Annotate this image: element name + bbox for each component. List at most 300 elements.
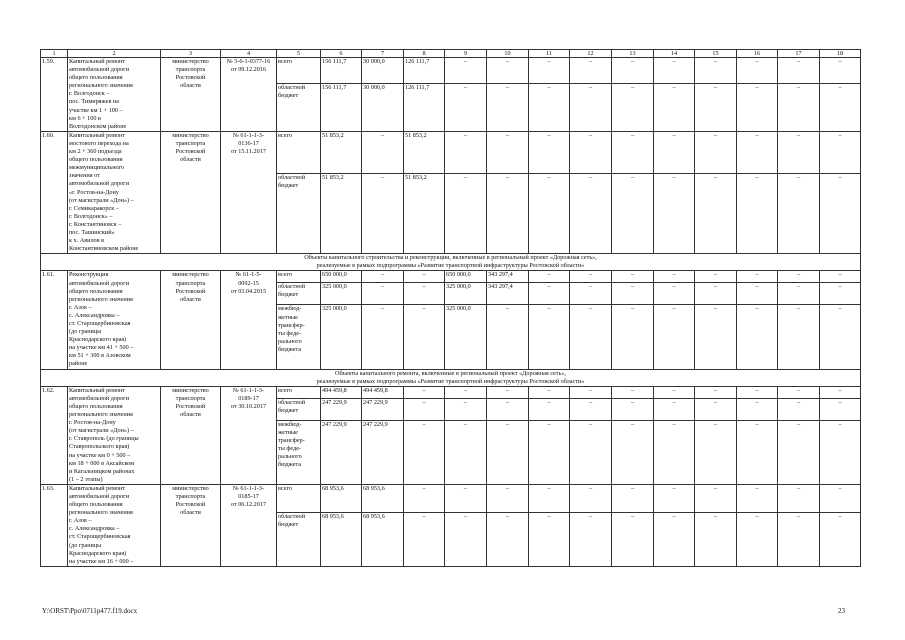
amount-cell: –	[570, 513, 612, 567]
cell-line: (от магистрали «Дон») –	[69, 196, 134, 204]
amount-cell: –	[654, 420, 695, 484]
amount-cell: 126 111,7	[404, 58, 445, 84]
column-number: 8	[404, 50, 445, 58]
cell-line: с. Александровка –	[69, 525, 120, 533]
cell-line: от 15.11.2017	[231, 148, 266, 156]
column-number: 6	[321, 50, 362, 58]
amount-cell: –	[570, 484, 612, 512]
amount-cell: –	[612, 386, 654, 398]
cell-line: бюджет	[278, 182, 299, 190]
cell-line: бюджет	[278, 521, 299, 529]
amount-cell: –	[820, 271, 861, 283]
amount-cell: –	[529, 83, 570, 131]
cell-line: ст. Старощербиновская	[69, 533, 131, 541]
cell-line: автомобильной дороги	[69, 66, 130, 74]
cell-line: ты феде-	[278, 445, 302, 453]
cell-line: ты феде-	[278, 329, 302, 337]
funding-source	[277, 420, 321, 484]
amount-cell: –	[362, 283, 404, 305]
cell-line: областной	[278, 174, 306, 182]
cell-line: от 06.12.2017	[230, 501, 267, 509]
amount-cell: 68 953,6	[362, 513, 404, 567]
cell-line: межмуниципального	[69, 164, 125, 172]
amount-cell: 30 000,0	[362, 83, 404, 131]
cell-line: министерство	[172, 484, 209, 492]
cell-line: министерство	[172, 271, 209, 279]
amount-cell: –	[654, 131, 695, 173]
table-row	[41, 131, 861, 173]
cell-line: г. Ставрополь (до границы	[69, 435, 139, 443]
cell-line: (от магистрали «Дон») –	[69, 427, 134, 435]
amount-cell: –	[445, 386, 487, 398]
cell-line: от 30.10.2017	[230, 402, 267, 410]
amount-cell: –	[362, 271, 404, 283]
amount-cell: 343 297,4	[487, 283, 529, 305]
amount-cell: –	[820, 83, 861, 131]
column-number: 18	[820, 50, 861, 58]
cell-line: Капитальный ремонт	[69, 386, 126, 394]
cell-line: Ростовской	[175, 402, 206, 410]
amount-cell: –	[570, 398, 612, 420]
cell-line: км 2 + 360 подъезда	[69, 148, 122, 156]
cell-line: Капитальный ремонт	[69, 131, 126, 139]
cell-line: г. Азов –	[69, 517, 92, 525]
cell-line: км 18 + 000 в Аксайском	[69, 459, 135, 467]
cell-line: транспорта	[175, 279, 206, 287]
cell-line: всего	[278, 58, 292, 65]
amount-cell: –	[612, 398, 654, 420]
amount-cell: –	[404, 398, 445, 420]
amount-cell: –	[445, 174, 487, 254]
amount-cell: –	[695, 305, 737, 369]
amount-cell: –	[778, 174, 820, 254]
cell-line: рального	[278, 453, 302, 461]
cell-line: № 61-1-1-3-	[232, 386, 265, 394]
amount-cell: –	[487, 305, 529, 369]
amount-cell: –	[820, 174, 861, 254]
amount-cell: –	[695, 131, 737, 173]
column-number: 7	[362, 50, 404, 58]
amount-cell: –	[570, 283, 612, 305]
amount-cell: 30 000,0	[362, 58, 404, 84]
amount-cell: –	[695, 484, 737, 512]
amount-cell: 51 853,2	[321, 174, 362, 254]
amount-cell: –	[737, 386, 778, 398]
cell-line: министерство	[172, 386, 209, 394]
amount-cell: 494 459,8	[321, 386, 362, 398]
cell-line: Объекты капитального строительства и реконструкции, включенные в региональный проект «Дорожная сеть»,	[304, 254, 597, 262]
amount-cell: –	[778, 83, 820, 131]
cell-line: 0092-15	[238, 279, 259, 287]
amount-cell: –	[654, 58, 695, 84]
amount-cell: –	[612, 58, 654, 84]
object-name	[68, 58, 161, 132]
cell-line: Капитальный ремонт	[69, 58, 126, 65]
cell-line: реализуемые в рамках подпрограммы «Развитие транспортной инфраструктуры Ростовской области»	[316, 377, 585, 385]
cell-line: от 09.12.2016	[230, 66, 267, 74]
amount-cell: –	[654, 271, 695, 283]
section-heading	[41, 254, 861, 271]
cell-line: 0185-17	[238, 492, 259, 500]
cell-line: (до границы	[69, 541, 102, 549]
amount-cell: –	[695, 174, 737, 254]
cell-line: области	[180, 82, 201, 90]
amount-cell: –	[820, 386, 861, 398]
cell-line: от 03.04.2015	[230, 287, 267, 295]
amount-cell: 650 000,0	[321, 271, 362, 283]
cell-line: на участке км 0 + 500 –	[69, 451, 131, 459]
amount-cell: –	[570, 174, 612, 254]
amount-cell: –	[778, 420, 820, 484]
amount-cell: –	[445, 398, 487, 420]
cell-line: «г. Ростов-на-Дону	[69, 188, 119, 196]
amount-cell: –	[487, 58, 529, 84]
funding-source	[277, 513, 321, 567]
amount-cell: –	[487, 513, 529, 567]
cell-line: жетные	[278, 428, 298, 436]
column-number: 9	[445, 50, 487, 58]
cell-line: Ростовской	[175, 148, 206, 156]
amount-cell: –	[612, 283, 654, 305]
amount-cell: –	[612, 83, 654, 131]
amount-cell: –	[570, 420, 612, 484]
amount-cell: –	[445, 131, 487, 173]
amount-cell: –	[737, 83, 778, 131]
column-number: 10	[487, 50, 529, 58]
cell-line: № 61-1-1-3-	[232, 484, 265, 492]
amount-cell: –	[570, 271, 612, 283]
cell-line: значения от	[69, 172, 100, 180]
funding-source	[277, 386, 321, 398]
amount-cell: –	[737, 513, 778, 567]
amount-cell: –	[778, 305, 820, 369]
cell-line: км 51 + 300 в Азовском	[69, 352, 131, 360]
cell-line: км 6 + 100 в	[69, 114, 101, 122]
amount-cell: –	[820, 305, 861, 369]
amount-cell: –	[529, 386, 570, 398]
funding-source	[277, 83, 321, 131]
column-number: 5	[277, 50, 321, 58]
amount-cell: –	[737, 398, 778, 420]
amount-cell: 51 853,2	[404, 174, 445, 254]
document-ref	[221, 386, 277, 484]
column-number: 3	[161, 50, 221, 58]
column-number: 1	[41, 50, 68, 58]
amount-cell: –	[570, 83, 612, 131]
column-number: 12	[570, 50, 612, 58]
cell-line: всего	[278, 386, 292, 394]
cell-line: на участке км 41 + 500 –	[69, 344, 134, 352]
cell-line: транспорта	[175, 394, 206, 402]
column-number: 15	[695, 50, 737, 58]
amount-cell: –	[404, 484, 445, 512]
section-heading-row	[41, 369, 861, 386]
cell-line: общего пользования	[69, 287, 123, 295]
amount-cell: 156 111,7	[321, 83, 362, 131]
funding-source	[277, 131, 321, 173]
amount-cell: –	[570, 305, 612, 369]
amount-cell: –	[529, 58, 570, 84]
amount-cell: –	[820, 131, 861, 173]
column-number: 17	[778, 50, 820, 58]
column-number: 4	[221, 50, 277, 58]
document-ref	[221, 131, 277, 253]
amount-cell: –	[487, 420, 529, 484]
amount-cell: 247 229,9	[321, 398, 362, 420]
responsible-org	[161, 484, 221, 566]
amount-cell: –	[737, 283, 778, 305]
object-name	[68, 386, 161, 484]
cell-line: области	[180, 156, 201, 164]
amount-cell: –	[737, 58, 778, 84]
amount-cell: –	[737, 271, 778, 283]
table-row	[41, 484, 861, 512]
amount-cell: –	[820, 513, 861, 567]
amount-cell: 247 229,9	[362, 398, 404, 420]
amount-cell: –	[445, 484, 487, 512]
amount-cell: –	[445, 83, 487, 131]
amount-cell: –	[529, 484, 570, 512]
amount-cell: –	[695, 58, 737, 84]
cell-line: трансфер-	[278, 436, 305, 444]
amount-cell: –	[487, 174, 529, 254]
cell-line: Краснодарского края)	[69, 549, 127, 557]
section-heading	[41, 369, 861, 386]
cell-line: Константиновском районе	[69, 245, 139, 253]
cell-line: Объекты капитального ремонта, включенные в региональный проект «Дорожная сеть»,	[335, 369, 566, 377]
cell-line: министерство	[172, 58, 209, 65]
amount-cell: 650 000,0	[445, 271, 487, 283]
cell-line: Капитальный ремонт	[69, 484, 126, 492]
amount-cell: 126 111,7	[404, 83, 445, 131]
amount-cell: 247 229,9	[321, 420, 362, 484]
amount-cell: –	[612, 420, 654, 484]
column-number: 16	[737, 50, 778, 58]
amount-cell: –	[570, 131, 612, 173]
document-ref	[221, 484, 277, 566]
amount-cell: –	[404, 420, 445, 484]
amount-cell: –	[695, 420, 737, 484]
object-name	[68, 484, 161, 566]
cell-line: общего пользования	[69, 402, 123, 410]
object-name	[68, 271, 161, 369]
amount-cell: –	[612, 305, 654, 369]
amount-cell: –	[654, 83, 695, 131]
amount-cell: –	[737, 420, 778, 484]
amount-cell: 68 953,6	[321, 484, 362, 512]
cell-line: Ростовской	[175, 501, 206, 509]
cell-line: с. Александровка –	[69, 311, 120, 319]
cell-line: г. Волгодонск» –	[69, 212, 113, 220]
cell-line: всего	[278, 131, 292, 139]
cell-line: регионального значения	[69, 411, 133, 419]
row-number: 1.60.	[41, 131, 68, 253]
amount-cell: –	[695, 283, 737, 305]
amount-cell: –	[778, 283, 820, 305]
column-number: 14	[654, 50, 695, 58]
amount-cell: 343 297,4	[487, 271, 529, 283]
funding-source	[277, 283, 321, 305]
amount-cell: –	[695, 83, 737, 131]
column-number: 13	[612, 50, 654, 58]
amount-cell: 156 111,7	[321, 58, 362, 84]
amount-cell: 325 000,0	[321, 283, 362, 305]
amount-cell: –	[654, 386, 695, 398]
cell-line: автомобильной дороги	[69, 279, 130, 287]
page-number: 23	[838, 607, 845, 615]
column-number: 11	[529, 50, 570, 58]
funding-source	[277, 58, 321, 84]
funding-source	[277, 271, 321, 283]
amount-cell: 325 000,0	[445, 305, 487, 369]
table-row	[41, 58, 861, 84]
amount-cell: –	[695, 398, 737, 420]
amount-cell: –	[654, 513, 695, 567]
cell-line: (до границы	[69, 328, 102, 336]
cell-line: трансфер-	[278, 321, 305, 329]
cell-line: № 3-6-1-0377-16	[226, 58, 271, 65]
amount-cell: –	[487, 398, 529, 420]
cell-line: общего пользования	[69, 501, 123, 509]
funding-source	[277, 174, 321, 254]
amount-cell: –	[529, 305, 570, 369]
cell-line: области	[180, 509, 201, 517]
cell-line: рального	[278, 337, 302, 345]
cell-line: общего пользования	[69, 156, 123, 164]
row-number: 1.59.	[41, 58, 68, 132]
table-row	[41, 386, 861, 398]
cell-line: мостового перехода на	[69, 139, 129, 147]
amount-cell: –	[654, 398, 695, 420]
amount-cell: –	[737, 484, 778, 512]
amount-cell: –	[529, 131, 570, 173]
amount-cell: –	[404, 305, 445, 369]
amount-cell: –	[737, 174, 778, 254]
amount-cell: –	[778, 58, 820, 84]
cell-line: бюджета	[278, 345, 302, 353]
cell-line: бюджета	[278, 461, 302, 469]
amount-cell: –	[445, 420, 487, 484]
cell-line: 0136-17	[238, 139, 259, 147]
amount-cell: –	[820, 58, 861, 84]
amount-cell: –	[362, 174, 404, 254]
amount-cell: –	[445, 513, 487, 567]
cell-line: участке км 1 + 100 –	[69, 106, 123, 114]
cell-line: реализуемые в рамках подпрограммы «Развитие транспортной инфраструктуры Ростовской области»	[316, 262, 585, 270]
cell-line: г. Азов –	[69, 303, 92, 311]
amount-cell: –	[404, 283, 445, 305]
cell-line: областной	[278, 283, 306, 291]
amount-cell: –	[778, 131, 820, 173]
cell-line: г. Ростов-на-Дону	[69, 419, 116, 427]
amount-cell: 68 953,6	[362, 484, 404, 512]
cell-line: автомобильной дороги	[69, 180, 130, 188]
amount-cell: –	[570, 58, 612, 84]
cell-line: межбюд-	[278, 420, 302, 428]
cell-line: автомобильной дороги	[69, 394, 130, 402]
amount-cell: –	[529, 420, 570, 484]
amount-cell: –	[529, 271, 570, 283]
cell-line: (1 – 2 этапы)	[69, 475, 103, 483]
amount-cell: –	[695, 513, 737, 567]
amount-cell: 51 853,2	[321, 131, 362, 173]
funding-source	[277, 398, 321, 420]
column-number: 2	[68, 50, 161, 58]
amount-cell: –	[778, 484, 820, 512]
cell-line: к х. Авилов в	[69, 237, 105, 245]
cell-line: г. Семикаракорск –	[69, 204, 119, 212]
amount-cell: –	[404, 386, 445, 398]
amount-cell: –	[404, 271, 445, 283]
cell-line: на участке км 16 + 000 –	[69, 557, 134, 565]
cell-line: области	[180, 295, 201, 303]
cell-line: бюджет	[278, 291, 299, 299]
cell-line: общего пользования	[69, 74, 123, 82]
cell-line: и Кагальницком районах	[69, 467, 135, 475]
cell-line: № 61-1-1-3-	[232, 131, 265, 139]
funding-source	[277, 484, 321, 512]
document-ref	[221, 271, 277, 369]
cell-line: 0189-17	[238, 394, 259, 402]
cell-line: жетные	[278, 313, 298, 321]
amount-cell: –	[778, 398, 820, 420]
responsible-org	[161, 58, 221, 132]
budget-table	[40, 49, 861, 567]
amount-cell: –	[778, 513, 820, 567]
amount-cell: –	[529, 398, 570, 420]
amount-cell: –	[820, 484, 861, 512]
amount-cell: –	[654, 283, 695, 305]
amount-cell: 51 853,2	[404, 131, 445, 173]
cell-line: транспорта	[175, 492, 206, 500]
row-number: 1.63.	[41, 484, 68, 566]
amount-cell: –	[612, 271, 654, 283]
amount-cell: –	[778, 386, 820, 398]
amount-cell: –	[778, 271, 820, 283]
cell-line: Ростовской	[175, 74, 206, 82]
cell-line: г. Волгодонск –	[69, 90, 110, 98]
amount-cell: 68 953,6	[321, 513, 362, 567]
cell-line: Реконструкция	[69, 271, 109, 279]
amount-cell: –	[570, 386, 612, 398]
cell-line: ст. Старощербиновская	[69, 320, 131, 327]
row-number: 1.62.	[41, 386, 68, 484]
amount-cell: –	[362, 305, 404, 369]
responsible-org	[161, 386, 221, 484]
cell-line: бюджет	[278, 91, 299, 99]
amount-cell: –	[362, 131, 404, 173]
cell-line: областной	[278, 513, 306, 521]
section-heading-row	[41, 254, 861, 271]
amount-cell: –	[737, 305, 778, 369]
cell-line: транспорта	[175, 139, 206, 147]
cell-line: Ростовской	[175, 287, 206, 295]
cell-line: областной	[278, 83, 306, 91]
amount-cell: –	[487, 386, 529, 398]
funding-source	[277, 305, 321, 369]
cell-line: Ставропольского края)	[69, 443, 130, 451]
amount-cell: –	[487, 484, 529, 512]
cell-line: регионального значения	[69, 295, 133, 303]
amount-cell: –	[612, 174, 654, 254]
cell-line: бюджет	[278, 406, 299, 414]
cell-line: Волгодонском районе	[69, 122, 127, 130]
amount-cell: –	[654, 484, 695, 512]
cell-line: регионального значения	[69, 509, 133, 517]
cell-line: всего	[278, 271, 292, 279]
cell-line: пос. Ташинский»	[69, 228, 115, 236]
cell-line: областной	[278, 398, 306, 406]
